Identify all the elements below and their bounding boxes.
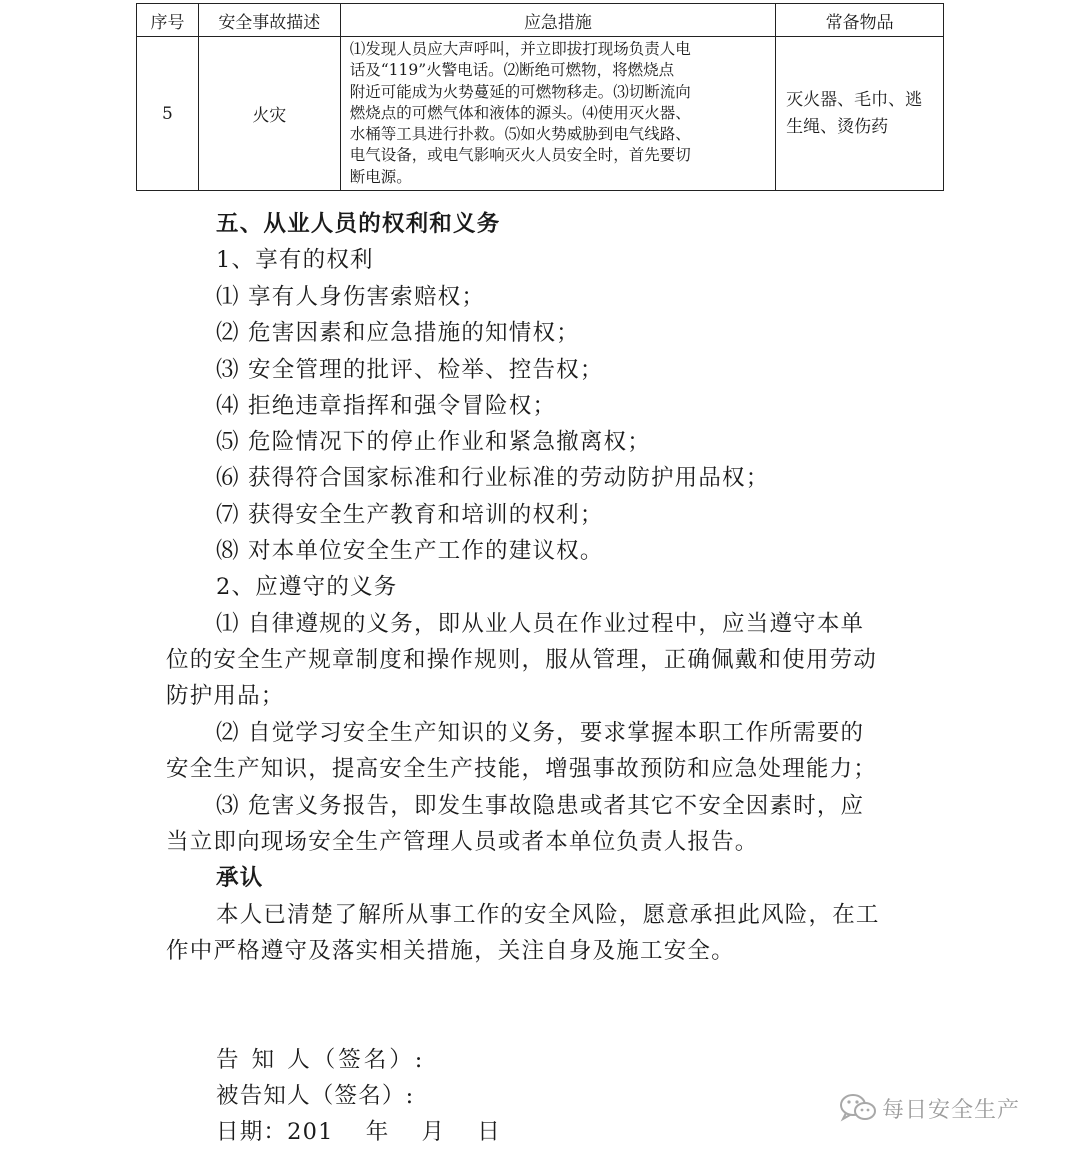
wechat-icon — [838, 1091, 878, 1125]
cell-measures — [340, 37, 775, 191]
table-row — [137, 37, 944, 191]
signature-date: 日期：201 年 月 日 — [216, 1119, 501, 1145]
measure-line: 附近可能成为火势蔓延的可燃物移走。⑶切断流向 — [349, 82, 691, 101]
measure-line: 水桶等工具进行扑救。⑸如火势威胁到电气线路、 — [349, 125, 691, 144]
measure-line: 燃烧点的可燃气体和液体的源头。⑷使用灭火器、 — [349, 103, 691, 122]
duty-line: 安全生产知识，提高安全生产技能，增强事故预防和应急处理能力； — [166, 756, 878, 782]
ack-title: 承认 — [216, 865, 264, 891]
duty-line: 当立即向现场安全生产管理人员或者本单位负责人报告。 — [166, 829, 759, 855]
watermark-text: 每日安全生产 — [882, 1097, 1021, 1123]
cell-accident: 火灾 — [198, 37, 340, 191]
table-header-row — [137, 4, 944, 37]
measure-line: 话及“119”火警电话。⑵断绝可燃物，将燃烧点 — [349, 61, 675, 80]
rights-item: ⑵ 危害因素和应急措施的知情权； — [216, 320, 580, 346]
duty-line: 位的安全生产规章制度和操作规则，服从管理，正确佩戴和使用劳动 — [166, 647, 878, 673]
duty-line: 防护用品； — [166, 683, 285, 709]
accident-table — [136, 3, 944, 191]
rights-item: ⑶ 安全管理的批评、检举、控告权； — [216, 357, 604, 383]
measure-line: 电气设备，或电气影响灭火人员安全时，首先要切 — [349, 146, 691, 165]
measure-line: ⑴发现人员应大声呼叫，并立即拔打现场负责人电 — [349, 40, 691, 58]
duties-title: 2、应遵守的义务 — [216, 574, 398, 600]
rights-item: ⑸ 危险情况下的停止作业和紧急撤离权； — [216, 429, 651, 455]
duty-line: ⑶ 危害义务报告，即发生事故隐患或者其它不安全因素时，应 — [216, 793, 865, 819]
header-accident: 安全事故描述 — [198, 4, 340, 37]
signature-informed: 被告知人（签名）: — [216, 1083, 415, 1109]
ack-line: 作中严格遵守及落实相关措施，关注自身及施工安全。 — [166, 938, 735, 964]
duty-line: ⑵ 自觉学习安全生产知识的义务，要求掌握本职工作所需要的 — [216, 720, 865, 746]
item-line: 生绳、烫伤药 — [786, 116, 889, 137]
rights-item: ⑺ 获得安全生产教育和培训的权利； — [216, 502, 604, 528]
header-no: 序号 — [137, 4, 199, 37]
section-heading: 五、从业人员的权利和义务 — [216, 211, 501, 237]
duty-line: ⑴ 自律遵规的义务，即从业人员在作业过程中，应当遵守本单 — [216, 611, 865, 637]
cell-no: 5 — [137, 37, 199, 191]
measure-line: 断电源。 — [349, 167, 412, 186]
header-items: 常备物品 — [776, 4, 944, 37]
rights-item: ⑷ 拒绝违章指挥和强令冒险权； — [216, 393, 557, 419]
rights-item: ⑻ 对本单位安全生产工作的建议权。 — [216, 538, 604, 564]
signature-informer: 告 知 人（签名）: — [216, 1047, 426, 1073]
ack-line: 本人已清楚了解所从事工作的安全风险，愿意承担此风险，在工 — [216, 902, 880, 928]
header-measures: 应急措施 — [340, 4, 775, 37]
rights-title: 1、享有的权利 — [216, 247, 374, 273]
watermark — [838, 1090, 1020, 1126]
rights-item: ⑴ 享有人身伤害索赔权； — [216, 284, 486, 310]
cell-items — [776, 37, 944, 191]
item-line: 灭火器、毛巾、逃 — [786, 89, 923, 110]
rights-item: ⑹ 获得符合国家标准和行业标准的劳动防护用品权； — [216, 465, 770, 491]
